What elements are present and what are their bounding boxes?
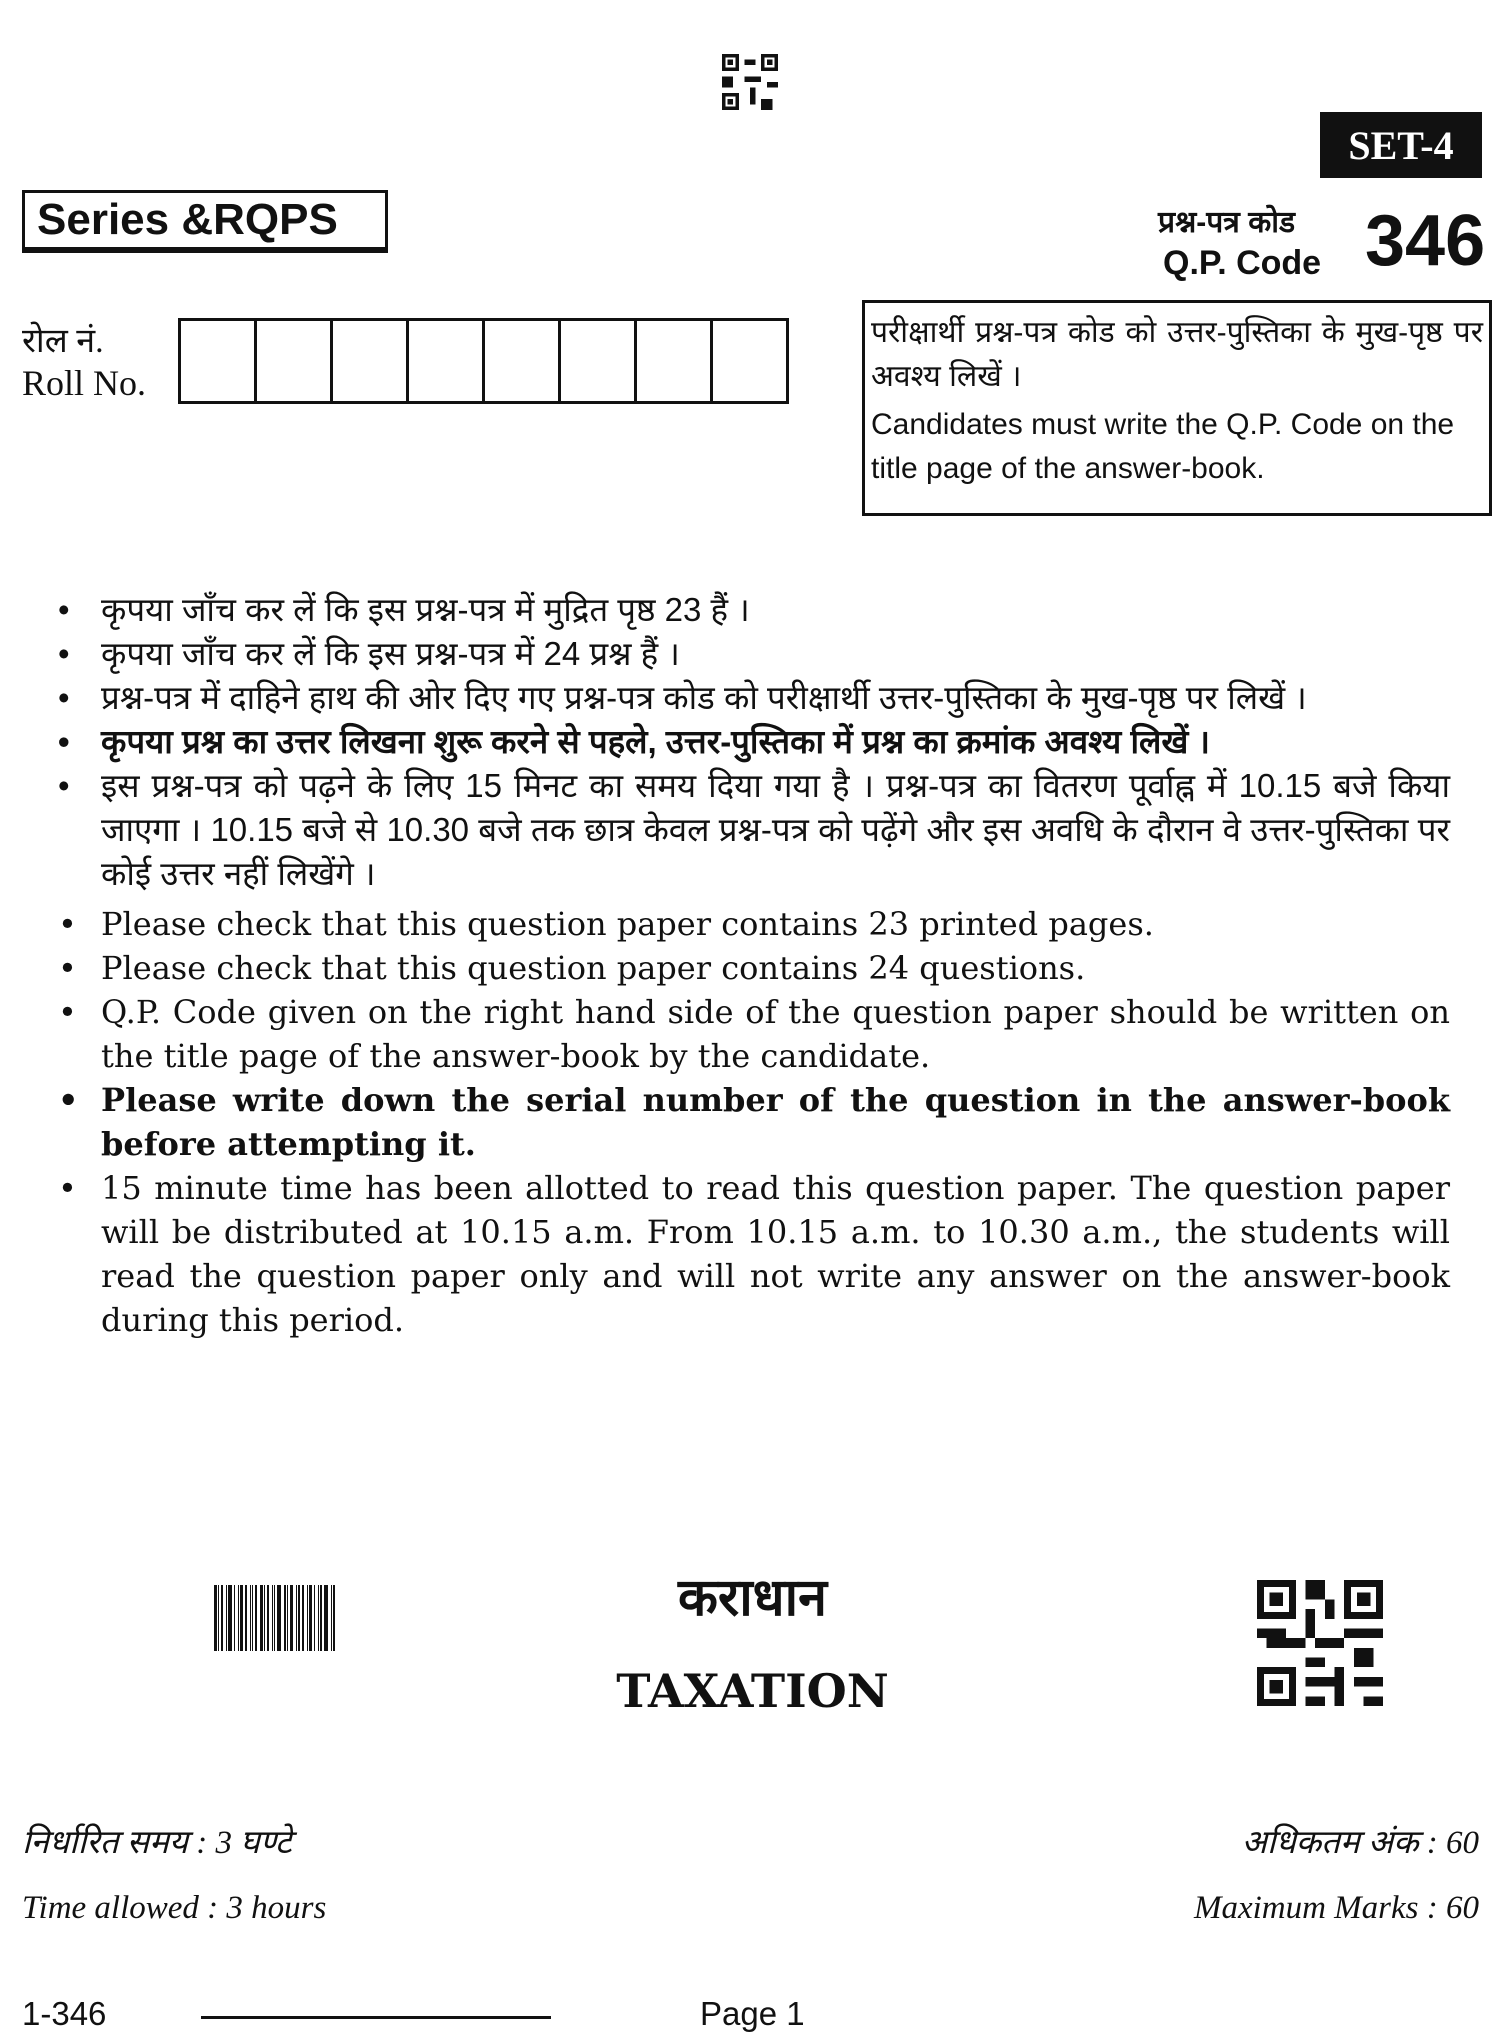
roll-number-box[interactable] (485, 321, 561, 401)
qp-code-label-hindi: प्रश्न-पत्र कोड (1158, 206, 1296, 239)
roll-number-box[interactable] (333, 321, 409, 401)
instruction-item: • Please check that this question paper contains 24 questions. (58, 946, 1450, 990)
instruction-item: • प्रश्न-पत्र में दाहिने हाथ की ओर दिए गए प्रश्न-पत्र कोड को परीक्षार्थी उत्तर-पुस्तिका के मुख-पृष्ठ पर लिखें । (58, 676, 1450, 720)
roll-number-box[interactable] (637, 321, 713, 401)
instruction-item: • 15 minute time has been allotted to read this question paper. The question paper will be distributed at 10.15 a.m. From 10.15 a.m. to 10.30 a.m., the students will read the question paper only and will not write any answer on the answer-book during this period. (58, 1166, 1450, 1342)
roll-label: Roll No. (22, 363, 147, 403)
time-allowed: Time allowed : 3 hours (22, 1890, 327, 1926)
series-label: Series &RQPS (22, 190, 388, 250)
roll-number-box[interactable] (257, 321, 333, 401)
footer-page-number: Page 1 (700, 1995, 805, 2032)
instruction-item: • Q.P. Code given on the right hand side of the question paper should be written on the title page of the answer-book by the candidate. (58, 990, 1450, 1078)
subject-title-hindi: कराधान (678, 1569, 827, 1627)
instruction-item: • कृपया जाँच कर लें कि इस प्रश्न-पत्र में मुद्रित पृष्ठ 23 हैं । (58, 588, 1450, 632)
qp-code-label: Q.P. Code (1163, 244, 1322, 282)
instruction-item: • कृपया प्रश्न का उत्तर लिखना शुरू करने से पहले, उत्तर-पुस्तिका में प्रश्न का क्रमांक अवश्य लिखें । (58, 720, 1450, 764)
instruction-item: • Please write down the serial number of the question in the answer-book before attempting it. (58, 1078, 1450, 1166)
notice-english: Candidates must write the Q.P. Code on the title page of the answer-book. (871, 408, 1455, 485)
set-label: SET-4 (1320, 112, 1482, 178)
footer-paper-code: 1-346 (22, 1995, 107, 2032)
subject-title: TAXATION (616, 1664, 889, 1718)
roll-number-boxes[interactable] (178, 318, 789, 404)
maximum-marks-hindi: अधिकतम अंक : 60 (1241, 1825, 1479, 1861)
roll-number-box[interactable] (713, 321, 786, 401)
qr-code (1255, 1580, 1385, 1706)
time-allowed-hindi: निर्धारित समय : 3 घण्टे (22, 1825, 292, 1861)
roll-number-box[interactable] (561, 321, 637, 401)
roll-label-hindi: रोल नं. (22, 323, 104, 360)
qp-code-notice-box (862, 300, 1492, 516)
qr-code-small (722, 54, 778, 110)
roll-number-box[interactable] (409, 321, 485, 401)
notice-hindi: परीक्षार्थी प्रश्न-पत्र कोड को उत्तर-पुस्तिका के मुख-पृष्ठ पर अवश्य लिखें । (871, 316, 1483, 393)
roll-number-box[interactable] (181, 321, 257, 401)
instruction-item: • Please check that this question paper contains 23 printed pages. (58, 902, 1450, 946)
maximum-marks: Maximum Marks : 60 (1193, 1890, 1479, 1926)
qp-code-number: 346 (1365, 201, 1486, 281)
instruction-item: • कृपया जाँच कर लें कि इस प्रश्न-पत्र में 24 प्रश्न हैं । (58, 632, 1450, 676)
instruction-item: • इस प्रश्न-पत्र को पढ़ने के लिए 15 मिनट का समय दिया गया है । प्रश्न-पत्र का वितरण पूर्वाह्न में 10.15 बजे किया जाएगा । 10.15 बजे से 10.30 बजे तक छात्र केवल प्रश्न-पत्र को पढ़ेंगे और इस अवधि के दौरान वे उत्तर-पुस्तिका पर कोई उत्तर नहीं लिखेंगे । (58, 764, 1450, 896)
instructions-list (58, 588, 1450, 1342)
footer-divider (201, 2016, 551, 2019)
